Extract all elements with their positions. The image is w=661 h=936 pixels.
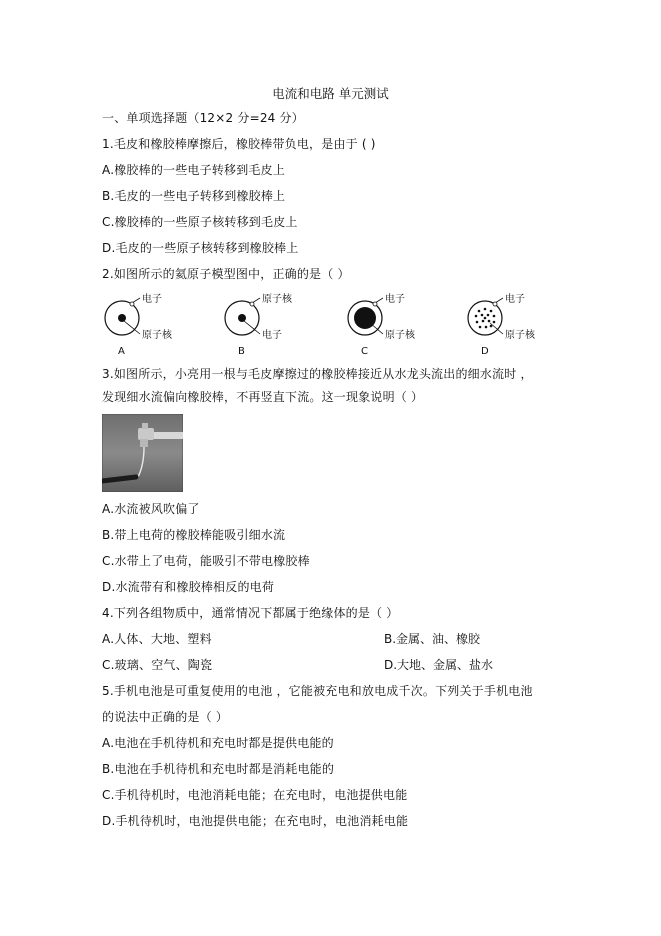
label-nucleus: 原子核 xyxy=(262,294,292,305)
q3-option-a: A.水流被风吹偏了 xyxy=(102,502,200,516)
q4-stem: 4.下列各组物质中，通常情况下都属于绝缘体的是（ ） xyxy=(102,606,399,620)
q4-option-a: A.人体、大地、塑料 xyxy=(102,632,212,646)
q2-stem: 2.如图所示的氦原子模型图中，正确的是（ ） xyxy=(102,267,350,281)
q3-stem-line1: 3.如图所示，小亮用一根与毛皮摩擦过的橡胶棒接近从水龙头流出的细水流时 ， xyxy=(102,367,533,381)
section-heading: 一、单项选择题（12×2 分=24 分） xyxy=(102,111,304,125)
atom-model-c xyxy=(348,292,416,357)
atom-model-figure xyxy=(102,292,542,358)
q3-stem-line2: 发现细水流偏向橡胶棒，不再竖直下流。这一现象说明（ ） xyxy=(102,390,424,404)
label-electron: 电子 xyxy=(385,294,405,305)
label-electron: 电子 xyxy=(505,294,525,305)
q4-option-c: C.玻璃、空气、陶瓷 xyxy=(102,658,213,672)
faucet-photo xyxy=(102,414,183,492)
q5-stem-line1: 5.手机电池是可重复使用的电池 ，它能被充电和放电成千次。下列关于手机电池 xyxy=(102,684,533,698)
q5-option-b: B.电池在手机待机和充电时都是消耗电能的 xyxy=(102,762,335,776)
page-title: 电流和电路 单元测试 xyxy=(272,86,389,101)
q4-option-b: B.金属、油、橡胶 xyxy=(384,632,481,646)
q1-option-d: D.毛皮的一些原子核转移到橡胶棒上 xyxy=(102,241,299,255)
q1-option-b: B.毛皮的一些电子转移到橡胶棒上 xyxy=(102,189,286,203)
label-b: B xyxy=(238,346,245,357)
q5-option-a: A.电池在手机待机和充电时都是提供电能的 xyxy=(102,736,334,750)
q1-option-a: A.橡胶棒的一些电子转移到毛皮上 xyxy=(102,163,286,177)
label-c: C xyxy=(361,346,368,357)
q4-option-d: D.大地、金属、盐水 xyxy=(384,658,494,672)
label-d: D xyxy=(481,346,489,357)
q5-option-c: C.手机待机时，电池消耗电能；在充电时，电池提供电能 xyxy=(102,788,408,802)
label-nucleus: 原子核 xyxy=(142,330,172,341)
q1-option-c: C.橡胶棒的一些原子核转移到毛皮上 xyxy=(102,215,298,229)
atom-model-d xyxy=(468,292,536,357)
q3-option-b: B.带上电荷的橡胶棒能吸引细水流 xyxy=(102,528,286,542)
label-electron: 电子 xyxy=(142,294,162,305)
q3-option-c: C.水带上了电荷，能吸引不带电橡胶棒 xyxy=(102,554,310,568)
atom-model-b xyxy=(225,292,293,357)
atom-model-a xyxy=(105,292,173,357)
q5-stem-line2: 的说法中正确的是（ ） xyxy=(102,710,229,724)
q5-option-d: D.手机待机时，电池提供电能；在充电时，电池消耗电能 xyxy=(102,814,409,828)
q1-stem: 1.毛皮和橡胶棒摩擦后，橡胶棒带负电，是由于 ( ) xyxy=(102,137,376,151)
label-nucleus: 原子核 xyxy=(385,330,415,341)
q3-option-d: D.水流带有和橡胶棒相反的电荷 xyxy=(102,580,275,594)
label-electron: 电子 xyxy=(262,330,282,341)
label-a: A xyxy=(118,346,125,357)
label-nucleus: 原子核 xyxy=(505,330,535,341)
